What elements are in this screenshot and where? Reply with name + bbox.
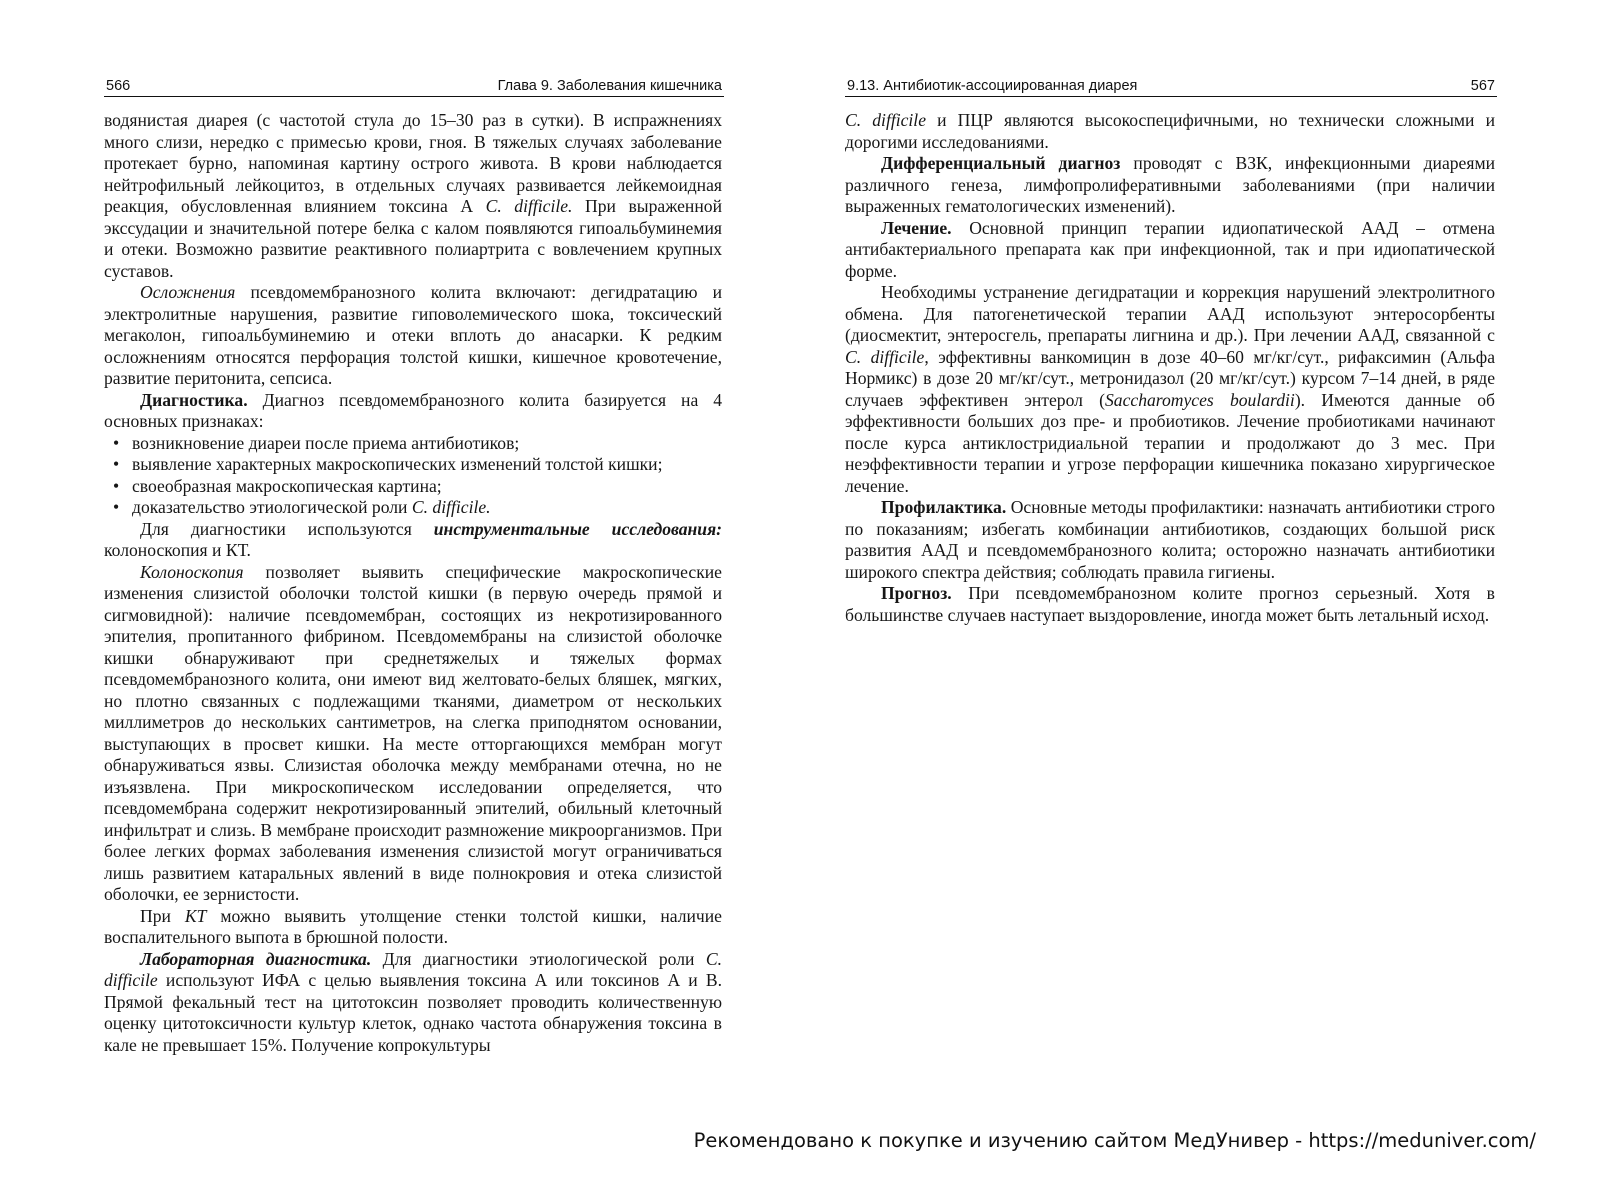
paragraph: Для диагностики используются инструментальные исследования: колоноскопия и КТ. <box>104 518 723 560</box>
paragraph: Дифференциальный диагноз проводят с ВЗК, инфекционными диареями различного генеза, лимфопролиферативными заболеваниями (при наличии выраженных гематологических изменений). <box>845 153 1496 216</box>
left-running-header <box>104 72 724 97</box>
paragraph: Лечение. Основной принцип терапии идиопатической ААД – отмена антибактериального препарата как при инфекционной, так и при идиопатической форме. <box>845 217 1495 281</box>
left-page-body <box>104 110 722 1056</box>
section-heading: Дифференциальный диагноз <box>881 153 1121 173</box>
paragraph: При КТ можно выявить утолщение стенки толстой кишки, наличие воспалительного выпота в брюшной полости. <box>104 905 722 947</box>
paragraph: Необходимы устранение дегидратации и коррекция нарушений электролитного обмена. Для патогенетической терапии ААД используют энтеросорбенты (диосмектит, энтеросгель, препараты лигнина и др.). При лечении ААД, связанной с C. difficile, эффективны ванкомицин в дозе 40–60 мг/кг/сут., рифаксимин (Альфа Нормикс) в дозе 20 мг/кг/сут., метронидазол (20 мг/кг/сут.) курсом 7–14 дней, в ряде случаев эффективен энтерол (Saccharomyces boulardii). Имеются данные об эффективности больших доз пре- и пробиотиков. Лечение пробиотиками начинают после курса антиклостридиальной терапии и продолжают до 3 мес. При неэффективности терапии и угрозе перфорации кишечника показано хирургическое лечение. <box>845 282 1496 496</box>
left-running-head: Глава 9. Заболевания кишечника <box>497 78 722 94</box>
section-heading: Лабораторная диагностика. <box>140 948 372 969</box>
bullet-list <box>104 433 722 519</box>
paragraph: Прогноз. При псевдомембранозном колите прогноз серьезный. Хотя в большинстве случаев наступает выздоровление, иногда может быть летальный исход. <box>845 583 1495 625</box>
list-item: • возникновение диареи после приема антибиотиков; <box>132 433 722 455</box>
section-heading: Профилактика. <box>881 497 1007 517</box>
watermark-footer: Рекомендовано к покупке и изучению сайтом МедУнивер - https://meduniver.com/ <box>693 1129 1536 1152</box>
section-heading: Лечение. <box>881 217 952 238</box>
paragraph: C. difficile и ПЦР являются высокоспецифичными, но технически сложными и дорогими исследованиями. <box>845 110 1496 152</box>
list-item: • выявление характерных макроскопических изменений толстой кишки; <box>132 454 722 476</box>
left-page-number: 566 <box>106 78 131 94</box>
right-running-head: 9.13. Антибиотик-ассоциированная диарея <box>847 78 1138 94</box>
list-item: • доказательство этиологической роли C. difficile. <box>132 497 722 519</box>
paragraph: Профилактика. Основные методы профилактики: назначать антибиотики строго по показаниям; избегать комбинации антибиотиков, создающих большой риск развития ААД и псевдомембранозного колита; осторожно назначать антибиотики широкого спектра действия; соблюдать правила гигиены. <box>845 497 1495 582</box>
right-page-body <box>845 110 1495 626</box>
paragraph: водянистая диарея (с частотой стула до 15–30 раз в сутки). В испражнениях много слизи, нередко с примесью крови, гноя. В тяжелых случаях заболевание протекает бурно, напоминая картину острого живота. В крови наблюдается нейтрофильный лейкоцитоз, в отдельных случаях развивается лейкемоидная реакция, обусловленная влиянием токсина А C. difficile. При выраженной экссудации и значительной потере белка с калом появляются гипоальбуминемия и отеки. Возможно развитие реактивного полиартрита с вовлечением крупных суставов. <box>104 110 722 281</box>
paragraph: Лабораторная диагностика. Для диагностики этиологической роли C. difficile используют ИФА с целью выявления токсина А или токсинов А и В. Прямой фекальный тест на цитотоксин позволяет проводить количественную оценку цитотоксичности культур клеток, однако частота обнаружения токсина в кале не превышает 15%. Получение копрокультуры <box>104 948 722 1055</box>
list-item: • своеобразная макроскопическая картина; <box>132 476 722 498</box>
paragraph: Колоноскопия позволяет выявить специфические макроскопические изменения слизистой оболочки толстой кишки (в первую очередь прямой и сигмовидной): наличие псевдомембран, состоящих из некротизированного эпителия, пропитанного фибрином. Псевдомембраны на слизистой оболочке кишки обнаруживают при среднетяжелых и тяжелых формах псевдомембранозного колита, они имеют вид желтовато-белых бляшек, мягких, но плотно связанных с подлежащими тканями, диаметром от нескольких миллиметров до нескольких сантиметров, на слегка приподнятом основании, выступающих в просвет кишки. На месте отторгающихся мембран могут обнаруживаться язвы. Слизистая оболочка между мембранами отечна, но не изъязвлена. При микроскопическом исследовании определяется, что псевдомембрана содержит некротизированный эпителий, обильный клеточный инфильтрат и слизь. В мембране происходит размножение микроорганизмов. При более легких формах заболевания изменения слизистой могут ограничиваться лишь развитием катаральных явлений в виде полнокровия и отека слизистой оболочки, ее зернистости. <box>104 561 722 904</box>
right-running-header <box>845 72 1497 97</box>
right-page-number: 567 <box>1470 78 1495 94</box>
paragraph: Диагностика. Диагноз псевдомембранозного колита базируется на 4 основных признаках: <box>104 389 722 431</box>
section-heading: Прогноз. <box>881 583 952 603</box>
paragraph: Осложнения псевдомембранозного колита включают: дегидратацию и электролитные нарушения, развитие гиповолемического шока, токсический мегаколон, гипоальбуминемию и отеки вплоть до анасарки. К редким осложнениям относятся перфорация толстой кишки, кишечное кровотечение, развитие перитонита, сепсиса. <box>104 282 722 388</box>
section-heading: Диагностика. <box>140 389 248 410</box>
